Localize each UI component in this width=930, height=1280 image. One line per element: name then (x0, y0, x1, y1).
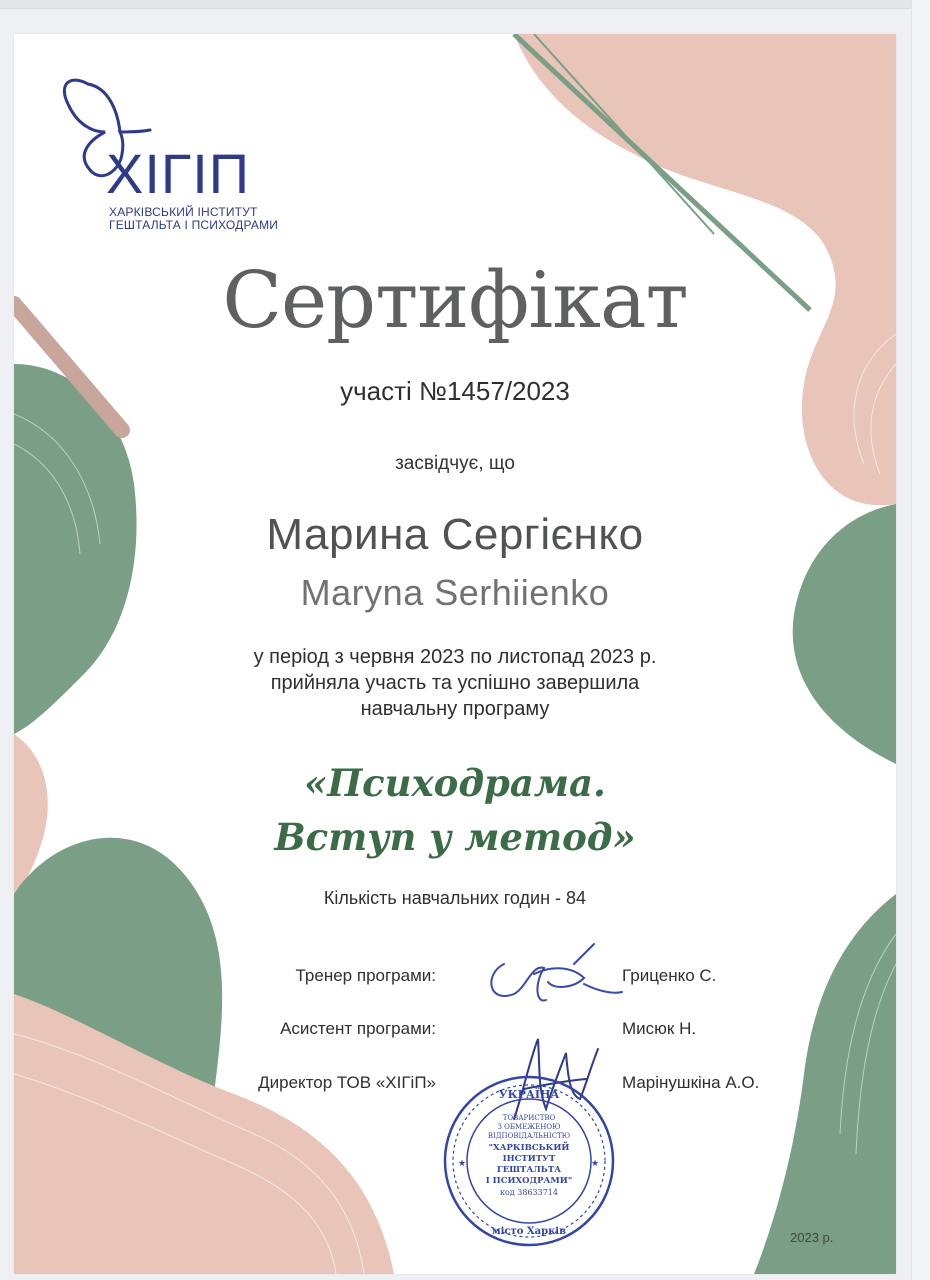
stamp-line: ТОВАРИСТВО (502, 1114, 556, 1122)
stamp-line: ГЕШТАЛЬТА (496, 1165, 562, 1175)
logo-subtitle-line: ХАРКІВСЬКИЙ ІНСТИТУТ (109, 205, 258, 219)
logo-subtitle-line: ГЕШТАЛЬТА І ПСИХОДРАМИ (109, 218, 279, 232)
trainer-signature-icon (474, 934, 624, 1014)
stamp-star-icon: ★ (591, 1159, 600, 1169)
recipient-name-en: Maryna Serhiienko (300, 572, 610, 613)
stamp-top-text: УКРАЇНА (498, 1088, 560, 1101)
certificate-page (14, 34, 896, 1274)
browser-top-bar (0, 0, 930, 9)
recipient-name-ua: Марина Сергієнко (266, 510, 644, 559)
assistant-label: Асистент програми: (280, 1019, 436, 1038)
study-hours: Кількість навчальних годин - 84 (323, 888, 587, 908)
program-title-line: «Психодрама. (304, 761, 606, 805)
stamp-line: "ХАРКІВСЬКИЙ (488, 1143, 570, 1153)
stamp-line: ІНСТИТУТ (502, 1154, 556, 1164)
certificate-title: Сертифікат (222, 256, 688, 346)
trainer-label: Тренер програми: (295, 966, 436, 985)
period-text (14, 644, 896, 722)
certificate-number: участі №1457/2023 (340, 376, 570, 406)
stamp-line: ВІДПОВІДАЛЬНІСТЮ (487, 1132, 571, 1140)
certificate-year: 2023 р. (790, 1230, 834, 1245)
period-line: прийняла участь та успішно завершила (270, 672, 640, 694)
program-title (14, 756, 896, 864)
stamp-bottom-text: місто Харків (491, 1226, 567, 1237)
stamp-star-icon: ★ (458, 1159, 467, 1169)
director-label: Директор ТОВ «ХІГіП» (258, 1073, 436, 1092)
logo-wordmark: ХІГІП (106, 142, 251, 205)
period-line: у період з червня 2023 по листопад 2023 р. (253, 646, 657, 668)
program-title-line: Вступ у метод» (274, 815, 636, 859)
trainer-name: Гриценко С. (622, 966, 717, 985)
stamp-line: код 38633714 (499, 1188, 559, 1197)
assistant-name: Мисюк Н. (622, 1019, 697, 1038)
viewer-scrollbar[interactable] (911, 0, 930, 1280)
logo-subtitle (109, 206, 329, 232)
certifies-text: засвідчує, що (395, 453, 515, 474)
company-stamp-icon (442, 1074, 616, 1248)
director-name: Марінушкіна А.О. (622, 1073, 760, 1092)
stamp-line: І ПСИХОДРАМИ" (485, 1176, 573, 1186)
period-line: навчальну програму (360, 698, 550, 720)
stamp-line: З ОБМЕЖЕНОЮ (497, 1123, 561, 1131)
